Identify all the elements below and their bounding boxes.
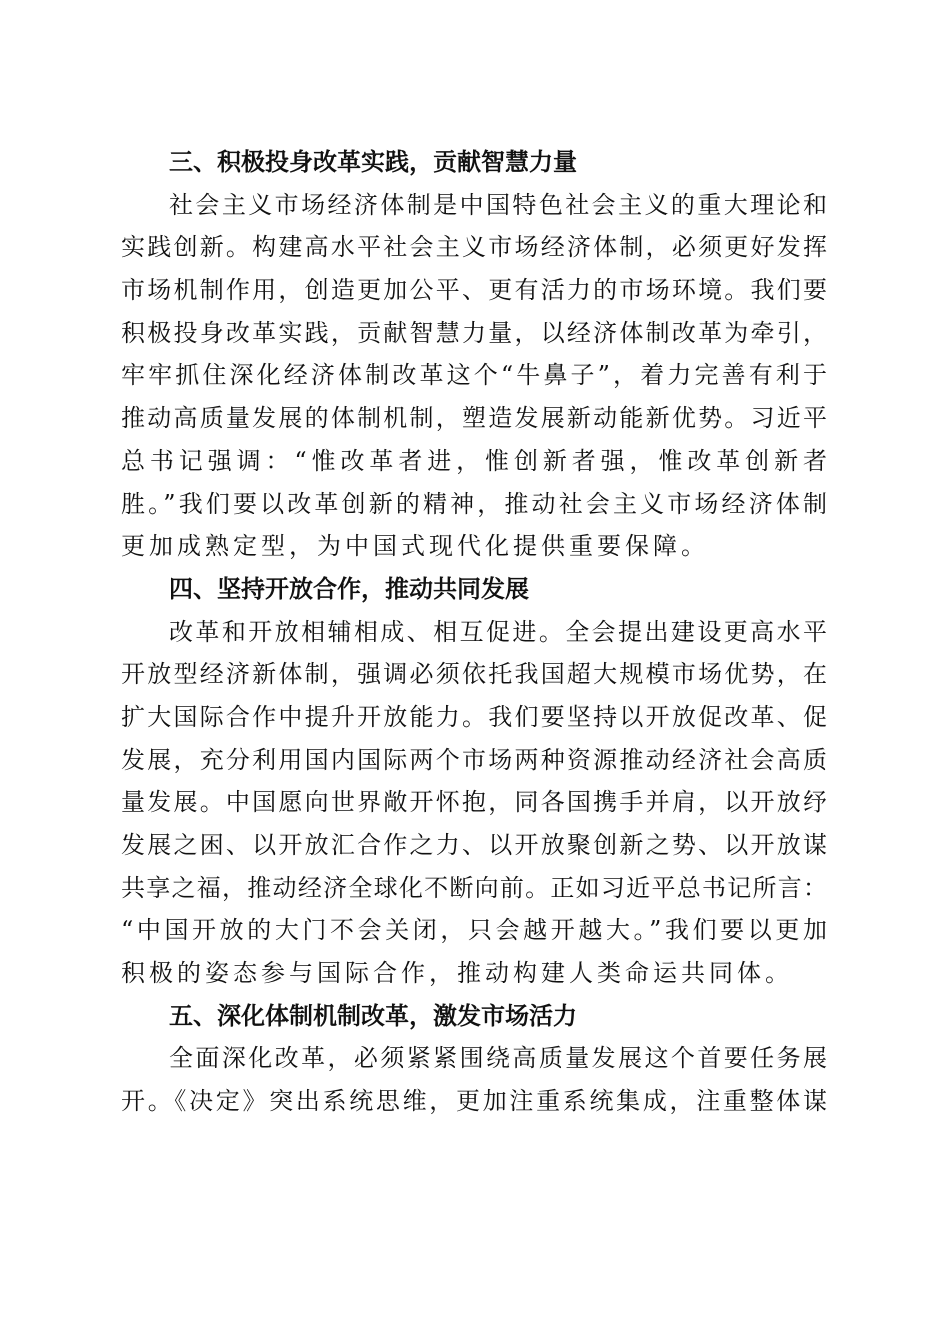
paragraph-line: 更加成熟定型，为中国式现代化提供重要保障。 [121, 532, 709, 561]
paragraph-line: 全面深化改革，必须紧紧围绕高质量发展这个首要任务展 [169, 1044, 827, 1073]
paragraph-line: 发展之困、以开放汇合作之力、以开放聚创新之势、以开放谋 [121, 831, 827, 859]
document-page [121, 141, 827, 1123]
paragraph-line: 积极投身改革实践，贡献智慧力量，以经济体制改革为牵引， [121, 318, 827, 347]
paragraph-line: 实践创新。构建高水平社会主义市场经济体制，必须更好发挥 [121, 233, 827, 262]
paragraph-line: 胜。”我们要以改革创新的精神，推动社会主义市场经济体制 [121, 489, 827, 518]
paragraph-line: 积极的姿态参与国际合作，推动构建人类命运共同体。 [121, 959, 793, 988]
paragraph-line: “中国开放的大门不会关闭，只会越开越大。”我们要以更加 [121, 916, 827, 945]
paragraph-line: 改革和开放相辅相成、相互促进。全会提出建设更高水平 [169, 617, 827, 646]
section-heading-3: 三、积极投身改革实践，贡献智慧力量 [169, 148, 577, 176]
paragraph-line: 发展，充分利用国内国际两个市场两种资源推动经济社会高质 [121, 745, 827, 774]
paragraph-line: 总书记强调：“惟改革者进，惟创新者强，惟改革创新者 [121, 446, 827, 475]
paragraph-line: 开。《决定》突出系统思维，更加注重系统集成，注重整体谋 [121, 1087, 827, 1116]
paragraph-line: 共享之福，推动经济全球化不断向前。正如习近平总书记所言： [121, 873, 827, 902]
paragraph-line: 推动高质量发展的体制机制，塑造发展新动能新优势。习近平 [121, 404, 827, 433]
paragraph-line: 社会主义市场经济体制是中国特色社会主义的重大理论和 [169, 190, 827, 219]
paragraph-line: 量发展。中国愿向世界敞开怀抱，同各国携手并肩，以开放纾 [121, 788, 827, 817]
paragraph-line: 扩大国际合作中提升开放能力。我们要坚持以开放促改革、促 [121, 702, 827, 731]
paragraph-line: 开放型经济新体制，强调必须依托我国超大规模市场优势，在 [121, 660, 827, 689]
paragraph-line: 市场机制作用，创造更加公平、更有活力的市场环境。我们要 [121, 276, 827, 305]
paragraph-line: 牢牢抓住深化经济体制改革这个“牛鼻子”，着力完善有利于 [121, 361, 827, 390]
section-heading-5: 五、深化体制机制改革，激发市场活力 [169, 1001, 577, 1030]
section-heading-4: 四、坚持开放合作，推动共同发展 [169, 574, 529, 603]
